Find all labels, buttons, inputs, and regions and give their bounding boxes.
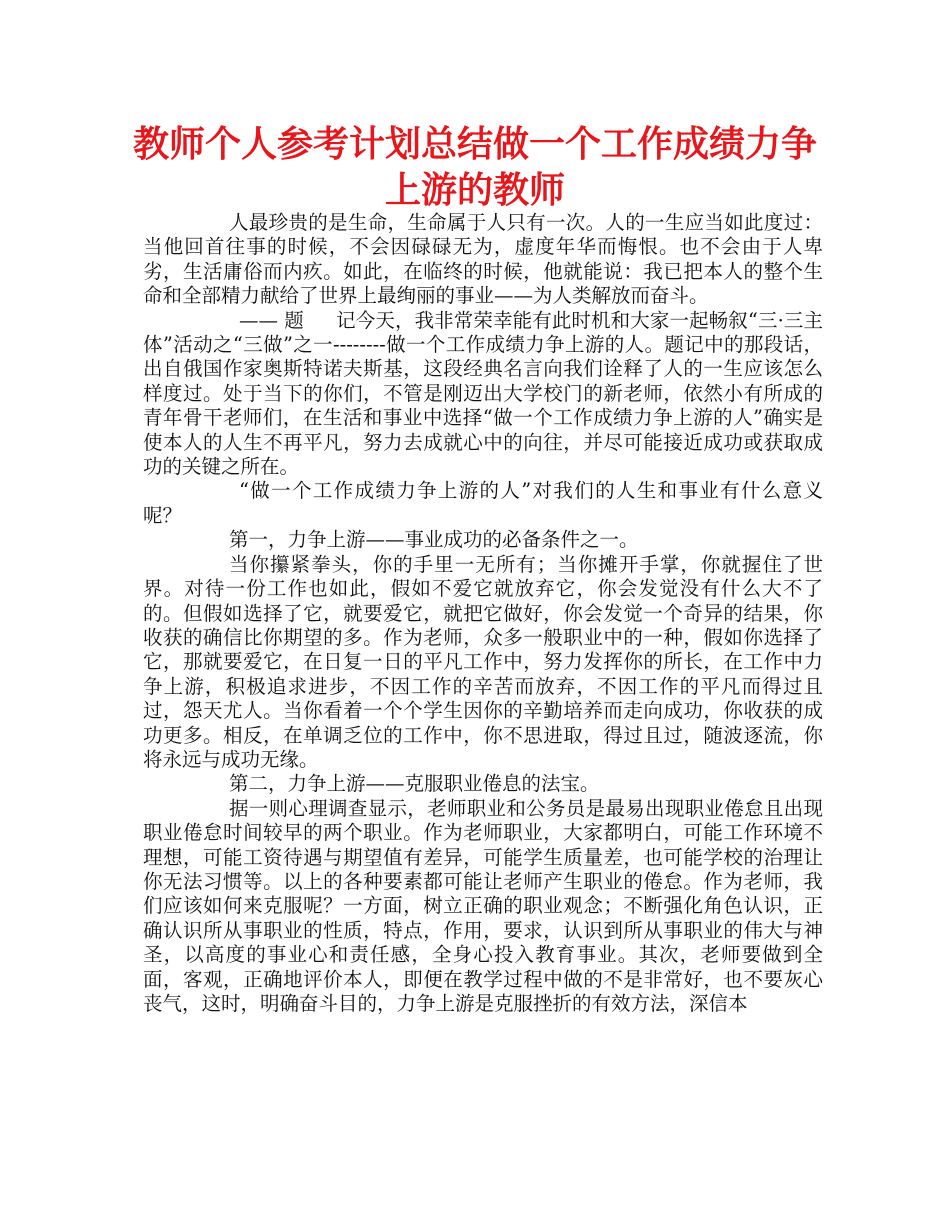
paragraph: “做一个工作成绩力争上游的人”对我们的人生和事业有什么意义呢？ (143, 479, 823, 527)
paragraph: —— 题 记今天，我非常荣幸能有此时机和大家一起畅叙“三·三主体”活动之“三做”之一--------做一个工作成绩力争上游的人。题记中的那段话，出自俄国作家奥斯特诺夫斯基，这段经典名言向我们诠释了人的一生应该怎么样度过。处于当下的你们，不管是刚迈出大学校门的新老师，依然小有所成的青年骨干老师们，在生活和事业中选择“做一个工作成绩力争上游的人”确实是使本人的人生不再平凡，努力去成就心中的向往，并尽可能接近成功或获取成功的关键之所在。 (143, 308, 823, 479)
paragraph: 据一则心理调查显示，老师职业和公务员是最易出现职业倦怠且出现职业倦怠时间较早的两个职业。作为老师职业，大家都明白，可能工作环境不理想，可能工资待遇与期望值有差异，可能学生质量差，也可能学校的治理让你无法习惯等。以上的各种要素都可能让老师产生职业的倦怠。作为老师，我们应该如何来克服呢？一方面，树立正确的职业观念；不断强化角色认识，正确认识所从事职业的性质，特点，作用，要求，认识到所从事职业的伟大与神圣，以高度的事业心和责任感，全身心投入教育事业。其次，老师要做到全面，客观，正确地评价本人，即便在教学过程中做的不是非常好，也不要灰心丧气，这时，明确奋斗目的，力争上游是克服挫折的有效方法，深信本 (143, 796, 823, 1015)
paragraph: 人最珍贵的是生命，生命属于人只有一次。人的一生应当如此度过：当他回首往事的时候，不会因碌碌无为，虚度年华而悔恨。也不会由于人卑劣，生活庸俗而内疚。如此，在临终的时候，他就能说：我已把本人的整个生命和全部精力献给了世界上最绚丽的事业——为人类解放而奋斗。 (143, 211, 823, 308)
document-body (143, 211, 823, 1016)
paragraph: 当你攥紧拳头，你的手里一无所有；当你摊开手掌，你就握住了世界。对待一份工作也如此，假如不爱它就放弃它，你会发觉没有什么大不了的。但假如选择了它，就要爱它，就把它做好，你会发觉一个奇异的结果，你收获的确信比你期望的多。作为老师，众多一般职业中的一种，假如你选择了它，那就要爱它，在日复一日的平凡工作中，努力发挥你的所长，在工作中力争上游，积极追求进步，不因工作的辛苦而放弃，不因工作的平凡而得过且过，怨天尤人。当你看着一个个学生因你的辛勤培养而走向成功，你收获的成功更多。相反，在单调乏位的工作中，你不思进取，得过且过，随波逐流，你将永远与成功无缘。 (143, 552, 823, 771)
paragraph: 第一，力争上游——事业成功的必备条件之一。 (229, 528, 639, 552)
document-title: 教师个人参考计划总结做一个工作成绩力争上游的教师 (132, 124, 817, 211)
paragraph: 第二，力争上游——克服职业倦息的法宝。 (229, 772, 600, 796)
